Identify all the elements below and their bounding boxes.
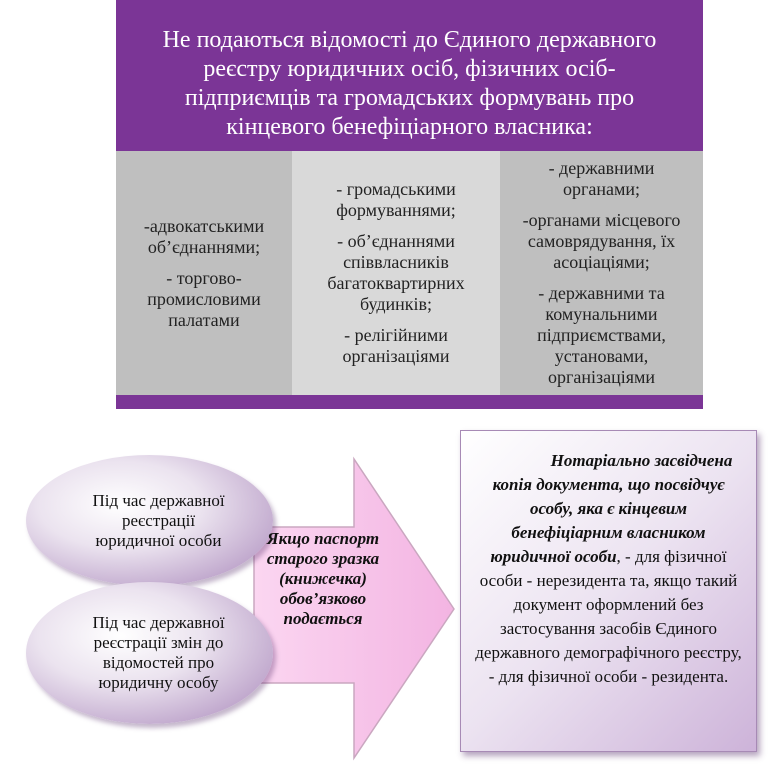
header-title: Не подаються відомості до Єдиного державного реєстру юридичних осіб, фізичних осіб- підприємців та громадських формувань про кінцевого бенефіціарного власника: (162, 27, 657, 140)
arrow-label: Якщо паспорт старого зразка (книжечка) обов’язково подається (266, 529, 380, 628)
column-state-bodies (500, 151, 703, 395)
column-item: - державними органами; (548, 158, 655, 199)
ellipse-label: Під час державної реєстрації юридичної особи (92, 490, 225, 550)
ellipse-registration-changes (26, 582, 273, 724)
requirement-emphasis: Нотаріально засвідчена копія документа, що посвідчує особу, яка є кінцевим бенефіціарним власником юридичної особи (490, 451, 733, 566)
column-item: - об’єднаннями співвласників багатоквартирних будинків; (327, 231, 465, 314)
header-box (116, 0, 703, 409)
document-requirement-box (460, 430, 757, 752)
column-item: - торгово- промисловими палатами (147, 267, 261, 330)
column-item: - громадськими формуваннями; (336, 179, 456, 220)
column-associations (116, 151, 292, 395)
column-public-formations (292, 151, 500, 395)
ellipse-registration (26, 455, 273, 586)
column-item: -органами місцевого самоврядування, їх асоціаціями; (522, 210, 681, 272)
requirement-rest: , - для фізичної особи - нерезидента та, якщо такий документ оформлений без застосування засобів Єдиного державного демографічного реєстру, - для фізичної особи - резидента. (475, 547, 742, 686)
ellipse-label: Під час державної реєстрації змін до відомостей про юридичну особу (92, 613, 225, 692)
column-item: - державними та комунальними підприємствами, установами, організаціями (537, 283, 666, 387)
column-item: - релігійними організаціями (342, 325, 450, 366)
column-item: -адвокатськими об’єднаннями; (143, 215, 265, 257)
